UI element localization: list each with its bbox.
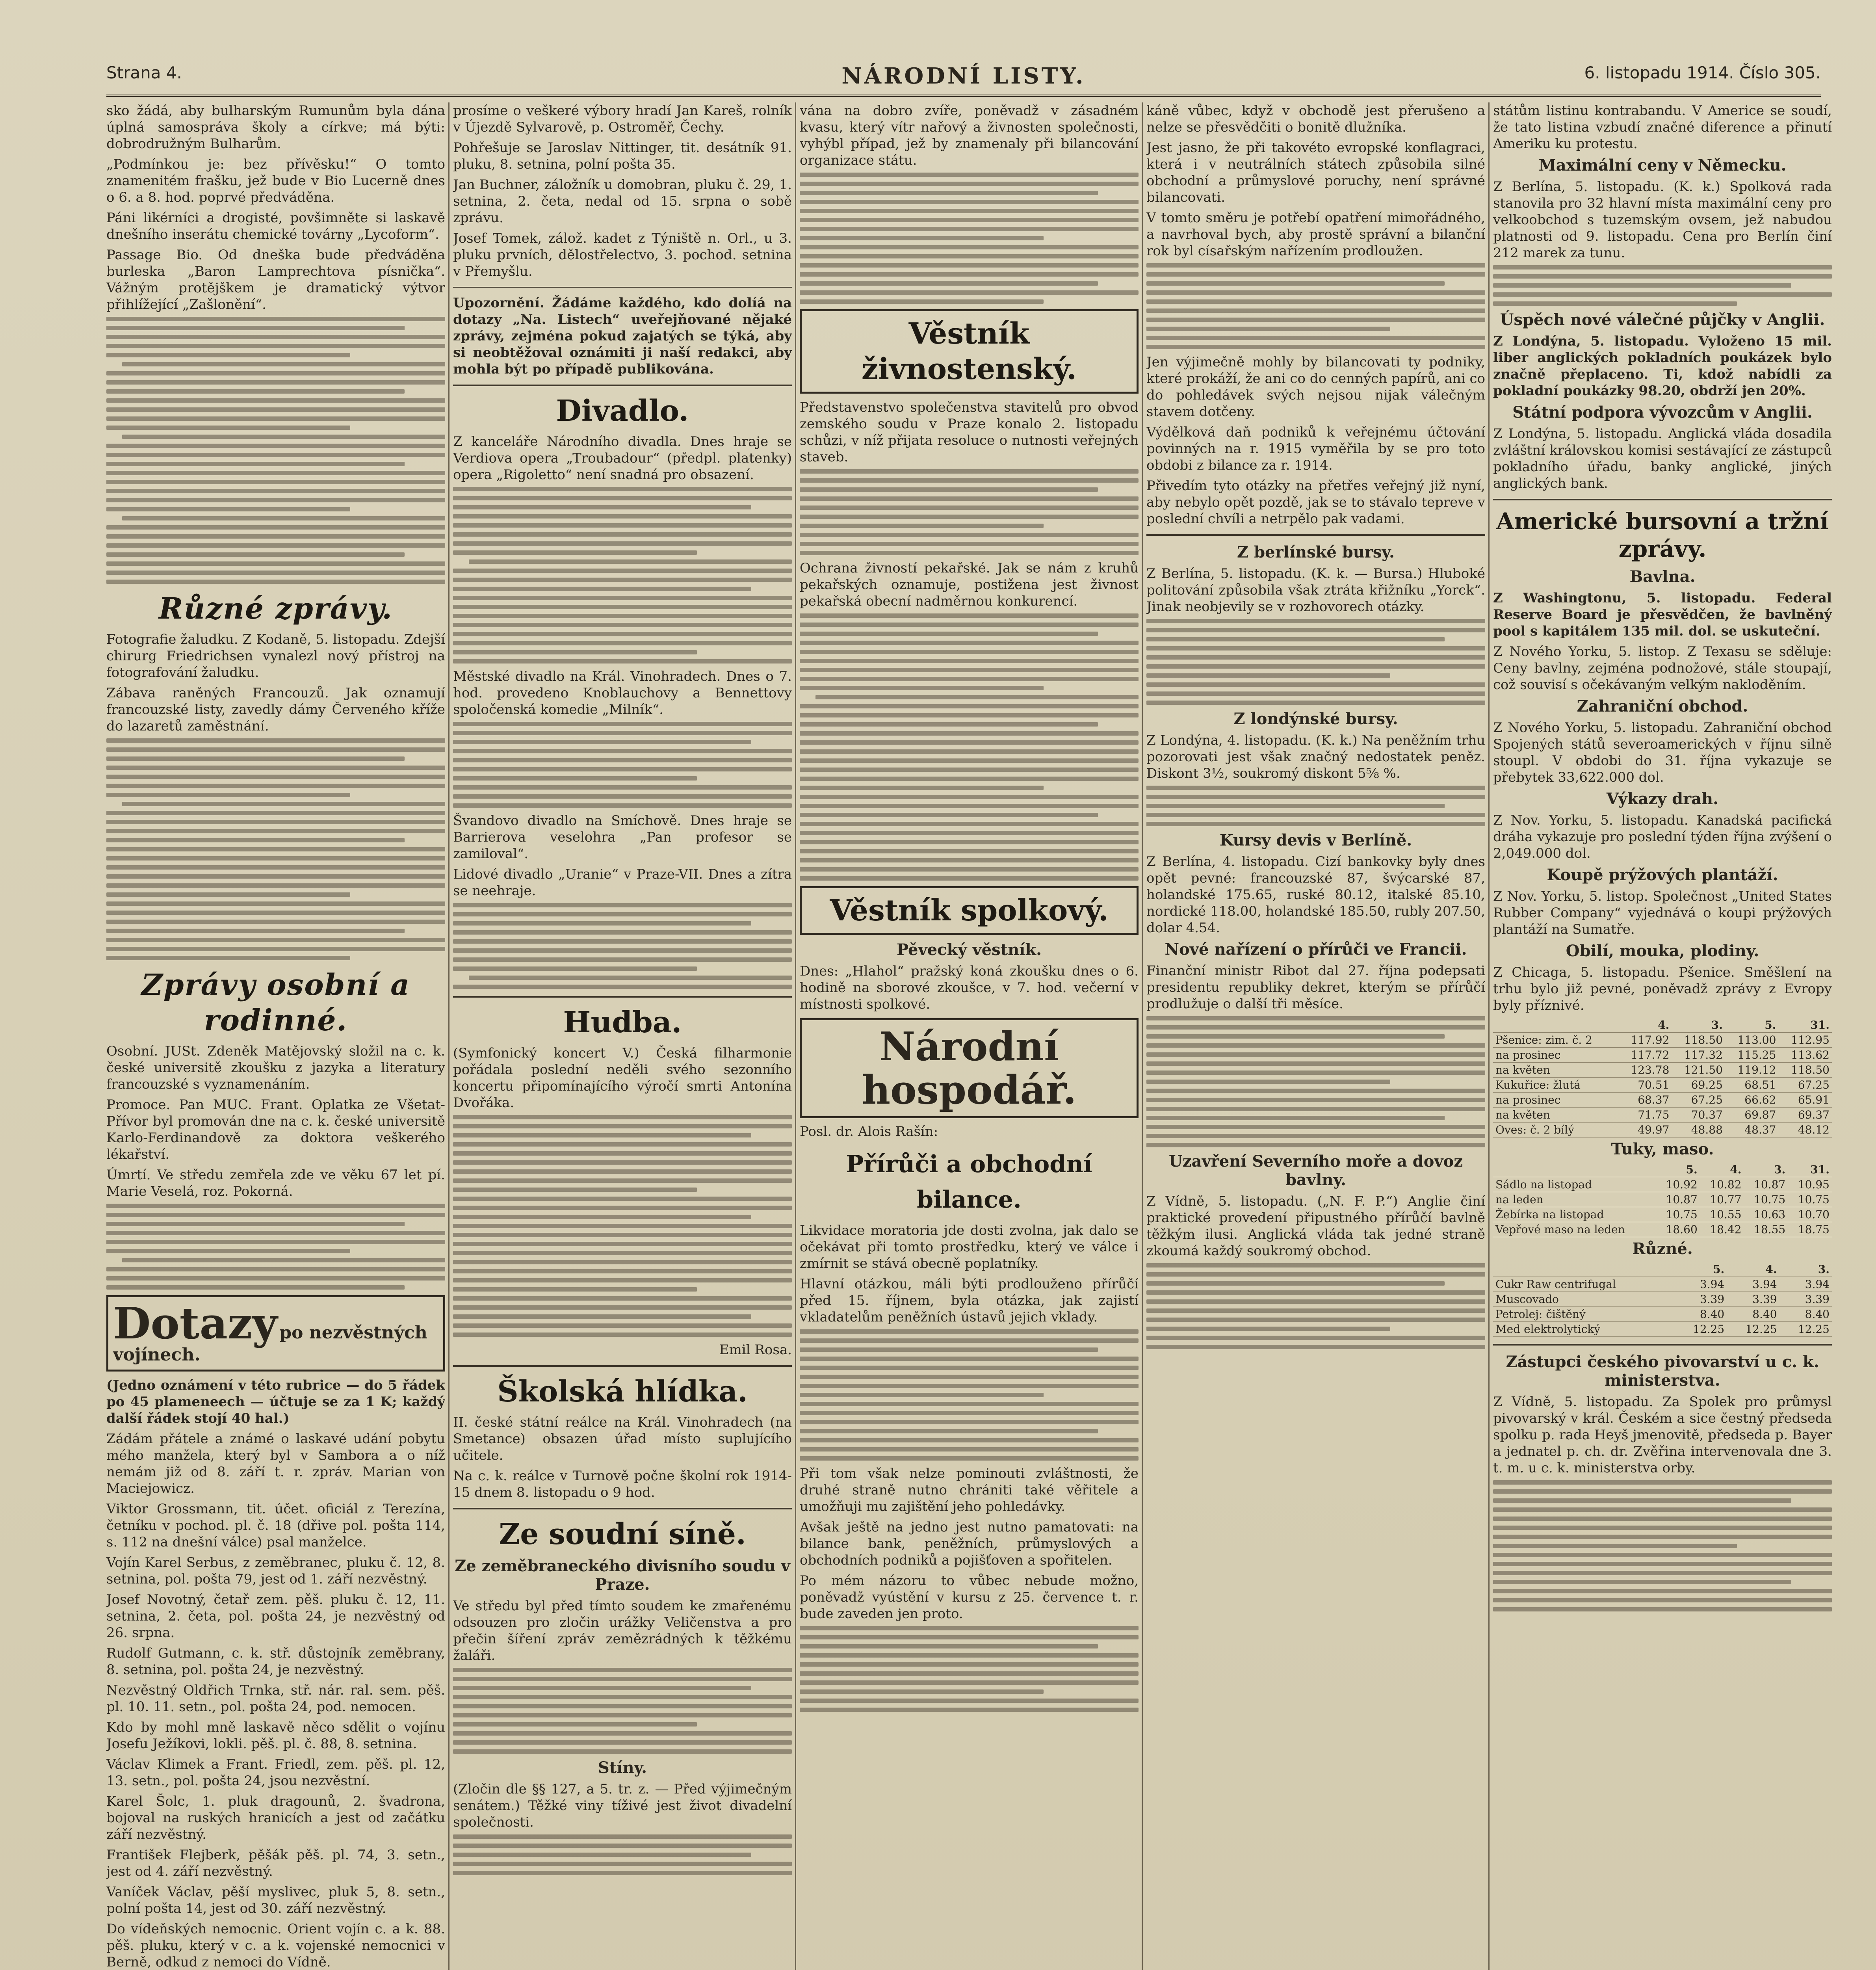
text-block bbox=[800, 173, 1139, 304]
table-cell: 113.62 bbox=[1778, 1048, 1832, 1063]
page-number: Strana 4. bbox=[106, 63, 182, 82]
section-heading-americke: Americké bursovní a tržní zprávy. bbox=[1496, 508, 1829, 562]
divider bbox=[1146, 534, 1485, 536]
dotaz-item: Do vídeňských nemocnic. Orient vojín c. a k. 88. pěš. pluku, který v c. a k. vojenské nemocnici v Berně, odkud z nemoci do Vídně. bbox=[106, 1921, 445, 1970]
table-cell: 67.25 bbox=[1778, 1078, 1832, 1093]
table-cell: 10.75 bbox=[1788, 1192, 1832, 1207]
text-block bbox=[1146, 263, 1485, 349]
table-cell: na leden bbox=[1493, 1192, 1656, 1207]
newspaper-title: NÁRODNÍ LISTY. bbox=[841, 63, 1086, 89]
table-cell: Žebírka na listopad bbox=[1493, 1207, 1656, 1222]
news-item: Z Berlína, 5. listopadu. (K. k.) Spolková rada stanovila pro 32 hlavní místa maximální ceny pro velkoobchod s tuzemským ovsem, jež nabudou platnosti od 9. listopadu. Cena pro Berlín činí 212 marek za tunu. bbox=[1493, 179, 1832, 261]
news-item: (Zločin dle §§ 127, a 5. tr. z. — Před výjimečným senátem.) Těžké viny tíživé jest život divadelní společnosti. bbox=[453, 1781, 792, 1830]
article-paragraph: Přivedím tyto otázky na přetřes veřejný již nyní, aby nebylo opět pozdě, jak se to stávalo tepreve v poslední chvíli a netrpělo pak vadami. bbox=[1146, 478, 1485, 527]
table-row bbox=[1493, 1048, 1832, 1063]
dotaz-item: Pohřešuje se Jaroslav Nittinger, tit. desátník 91. pluku, 8. setnina, polní pošta 35. bbox=[453, 140, 792, 172]
news-item: státům listinu kontrabandu. V Americe se soudí, že tato listina vzbudí značné diference a přinutí Ameriku ku protestu. bbox=[1493, 103, 1832, 152]
misc-price-table bbox=[1493, 1262, 1832, 1337]
news-item: Páni likérníci a drogisté, povšimněte si laskavě dnešního inserátu chemické továrny „Lycoform“. bbox=[106, 210, 445, 242]
table-header: 4. bbox=[1700, 1162, 1744, 1177]
table-cell: 112.95 bbox=[1778, 1033, 1832, 1048]
article-title: Přírůči a obchodní bilance. bbox=[846, 1150, 1092, 1214]
article-paragraph: káně vůbec, když v obchodě jest přerušeno a nelze se přesvědčiti o bonitě dlužníka. bbox=[1146, 103, 1485, 135]
news-item: Z Vídně, 5. listopadu. Za Spolek pro průmysl pivovarský v král. Českém a sice čestný předseda spolku p. rada Heyš jmenovitě, předseda p. Bayer a jednatel p. ch. dr. Zvěřina intervenovala dne 3. t. m. u c. k. ministerstva orby. bbox=[1493, 1394, 1832, 1476]
table-cell: na květen bbox=[1493, 1063, 1618, 1078]
text-block bbox=[453, 1115, 792, 1337]
table-cell: 70.37 bbox=[1672, 1108, 1725, 1123]
table-row bbox=[1493, 1277, 1832, 1292]
table-cell: 71.75 bbox=[1618, 1108, 1672, 1123]
section-subheading: Zástupci českého pivovarství u c. k. ministerstva. bbox=[1506, 1353, 1819, 1390]
table-cell: na květen bbox=[1493, 1108, 1618, 1123]
table-cell: 12.25 bbox=[1727, 1322, 1779, 1337]
table-row bbox=[1493, 1078, 1832, 1093]
news-item: Z Nového Yorku, 5. listopadu. Zahraniční obchod Spojených států severoamerických v říjnu silně stoupl. V obdobi do 31. října vykazuje se přebytek 33,622.000 dol. bbox=[1493, 720, 1832, 785]
author: Posl. dr. Alois Rašín: bbox=[800, 1124, 938, 1139]
news-item: Osobní. JUSt. Zdeněk Matějovský složil na c. k. české universitě zkoušku z jazyka a literatury francouzské s vyznamenáním. bbox=[106, 1043, 445, 1092]
column-rule bbox=[795, 102, 796, 1970]
divider bbox=[453, 385, 792, 386]
table-row bbox=[1493, 1307, 1832, 1322]
table-cell: 10.82 bbox=[1700, 1177, 1744, 1192]
news-item: Na c. k. reálce v Turnově počne školní rok 1914-15 dnem 8. listopadu o 9 hod. bbox=[453, 1468, 792, 1500]
column-rule bbox=[448, 102, 449, 1970]
dotaz-item: Vaníček Václav, pěší myslivec, pluk 5, 8. setn., polní pošta 14, jest od 30. září nezvěstný. bbox=[106, 1884, 445, 1916]
news-item: Z Londýna, 5. listopadu. Vyloženo 15 mil. liber anglických pokladních poukázek bylo značně přeplaceno. Ti, kdož nabídli za pokladní poukázky 98.20, obdrží jen 20%. bbox=[1493, 333, 1832, 399]
table-row bbox=[1493, 1207, 1832, 1222]
text-block bbox=[1493, 265, 1832, 306]
news-item: Ve středu byl před tímto soudem ke zmařenému odsouzen pro zločin urážky Veličenstva a pro přečin šíření zpráv zemězrádných k těžkému žaláři. bbox=[453, 1598, 792, 1663]
dotaz-item: Viktor Grossmann, tit. účet. oficiál z Terezína, četníku v pochod. pl. č. 18 (dřive pol. pošta 114, s. 112 na dnešní válce) psal manželce. bbox=[106, 1501, 445, 1550]
section-subheading: Ze zeměbraneckého divisního soudu v Praze. bbox=[455, 1557, 790, 1594]
news-item: Z kanceláře Národního divadla. Dnes hraje se Verdiova opera „Troubadour“ (předpl. platenky) opera „Rigoletto“ není snadná pro obsazení. bbox=[453, 434, 792, 483]
issue-date: 6. listopadu 1914. Číslo 305. bbox=[1584, 63, 1821, 82]
dotaz-item: Nezvěstný Oldřich Trnka, stř. nár. ral. sem. pěš. pl. 10. 11. setn., pol. pošta 24, pod. nemocen. bbox=[106, 1682, 445, 1715]
news-item: Městské divadlo na Král. Vinohradech. Dnes o 7. hod. provedeno Knoblauchovy a Bennettovy spoločenská komedie „Milník“. bbox=[453, 669, 792, 717]
section-subheading-stiny: Stíny. bbox=[598, 1758, 647, 1777]
masthead bbox=[106, 59, 1821, 97]
news-item: Finanční ministr Ribot dal 27. října podepsati presidentu republiky dekret, kterým se přírůčí prodlužuje o další tři měsíce. bbox=[1146, 963, 1485, 1012]
table-cell: Muscovado bbox=[1493, 1292, 1674, 1307]
text-block bbox=[106, 317, 445, 584]
section-subheading: Pěvecký věstník. bbox=[897, 940, 1042, 959]
table-cell: 18.55 bbox=[1744, 1222, 1788, 1237]
text-block bbox=[1146, 1263, 1485, 1349]
dotaz-item: Zádám přátele a známé o laskavé udání pobytu mého manžela, který byl v Sambora a o níž nemám již od 8. září t. r. zpráv. Marian von Maciejowicz. bbox=[106, 1431, 445, 1496]
news-item: Z Londýna, 5. listopadu. Anglická vláda dosadila zvláštní královskou komisi sestávající ze zástupců pokladního úřadu, banky anglické, jiných anglických bank. bbox=[1493, 426, 1832, 491]
column-4 bbox=[1146, 102, 1485, 1970]
vestnik-zivnostensky-box bbox=[800, 309, 1139, 394]
article-paragraph: Při tom však nelze pominouti zvláštnosti, že druhé straně nutno chrániti také věřitele a umožňuji mu zajištění jeho pohledávky. bbox=[800, 1466, 1139, 1515]
table-cell: 10.75 bbox=[1744, 1192, 1788, 1207]
table-header: 3. bbox=[1779, 1262, 1832, 1277]
table-header bbox=[1493, 1262, 1674, 1277]
table-row bbox=[1493, 1108, 1832, 1123]
table-cell: 117.32 bbox=[1672, 1048, 1725, 1063]
table-header bbox=[1493, 1018, 1618, 1033]
table-cell: 123.78 bbox=[1618, 1063, 1672, 1078]
divider bbox=[453, 1508, 792, 1509]
section-heading-osobni: Zprávy osobní a rodinné. bbox=[141, 968, 410, 1037]
column-1 bbox=[106, 102, 445, 1970]
table-cell: 10.92 bbox=[1656, 1177, 1700, 1192]
table-cell: na prosinec bbox=[1493, 1048, 1618, 1063]
section-subheading-uzavreni: Uzavření Severního moře a dovoz bavlny. bbox=[1168, 1152, 1463, 1189]
text-block bbox=[453, 903, 792, 989]
column-rule bbox=[1488, 102, 1490, 1970]
section-subheading: Úspěch nové válečné půjčky v Anglii. bbox=[1500, 310, 1825, 329]
section-subheading: Zahraniční obchod. bbox=[1577, 697, 1748, 716]
table-cell: Vepřové maso na leden bbox=[1493, 1222, 1656, 1237]
text-block bbox=[1146, 1016, 1485, 1147]
table-row bbox=[1493, 1322, 1832, 1337]
divider bbox=[1493, 1344, 1832, 1346]
text-block bbox=[453, 1834, 792, 1875]
section-subheading-berlin: Z berlínské bursy. bbox=[1237, 543, 1395, 561]
news-item: Z Nového Yorku, 5. listop. Z Texasu se sděluje: Ceny bavlny, zejména podnožové, stále stoupají, což souvisí s očekávaným velkým nakloděním. bbox=[1493, 644, 1832, 693]
section-heading-hudba: Hudba. bbox=[563, 1005, 682, 1039]
table-cell: Pšenice: zim. č. 2 bbox=[1493, 1033, 1618, 1048]
table-cell: 3.94 bbox=[1727, 1277, 1779, 1292]
dotaz-item: Jan Buchner, záložník u domobran, pluku č. 29, 1. setnina, 2. četa, nedal od 15. srpna o sobě zprávu. bbox=[453, 177, 792, 226]
table-cell: 69.37 bbox=[1778, 1108, 1832, 1123]
news-item: Ochrana živností pekařské. Jak se nám z kruhů pekařských oznamuje, postižena jest živnost pekařská obecní nadměrnou konkurencí. bbox=[800, 560, 1139, 609]
table-cell: 117.92 bbox=[1618, 1033, 1672, 1048]
table-cell: 118.50 bbox=[1778, 1063, 1832, 1078]
text-block bbox=[800, 613, 1139, 881]
table-cell: na prosinec bbox=[1493, 1093, 1618, 1108]
news-item: Passage Bio. Od dneška bude předváděna burleska „Baron Lamprechtova písnička“. Vážným protějškem je dramatický výtvor přihlížející „Zašlonění“. bbox=[106, 247, 445, 312]
table-row bbox=[1493, 1033, 1832, 1048]
section-subheading: Výkazy drah. bbox=[1606, 790, 1719, 808]
text-block bbox=[1493, 1480, 1832, 1611]
news-item: Z Washingtonu, 5. listopadu. Federal Reserve Board je přesvědčen, že bavlněný pool s kapitálem 135 mil. dol. se uskuteční. bbox=[1493, 590, 1832, 639]
table-cell: Cukr Raw centrifugal bbox=[1493, 1277, 1674, 1292]
table-cell: 49.97 bbox=[1618, 1123, 1672, 1137]
section-heading-skolska: Školská hlídka. bbox=[497, 1375, 748, 1409]
section-subheading-kursy: Kursy devis v Berlíně. bbox=[1219, 831, 1412, 849]
divider bbox=[453, 996, 792, 998]
table-cell: 118.50 bbox=[1672, 1033, 1725, 1048]
article-paragraph: Jest jasno, že při takovéto evropské konflagraci, která i v neutrálních státech způsobila silné obchodní a průmyslové poruchy, není správné bilancovati. bbox=[1146, 140, 1485, 205]
text-block bbox=[453, 487, 792, 663]
table-header bbox=[1493, 1162, 1656, 1177]
news-item: Úmrtí. Ve středu zemřela zde ve věku 67 let pí. Marie Veselá, roz. Pokorná. bbox=[106, 1167, 445, 1199]
article-paragraph: Hlavní otázkou, máli býti prodlouženo přírůčí před 15. říjnem, byla otázka, jak zajistí vkladatelům peněžních ústavů jejich vklady. bbox=[800, 1276, 1139, 1325]
text-block bbox=[453, 722, 792, 808]
section-subheading-london: Z londýnské bursy. bbox=[1233, 710, 1398, 728]
text-block bbox=[800, 1626, 1139, 1712]
dotazy-title: Dotazy bbox=[113, 1298, 278, 1349]
lead-paragraph: sko žádá, aby bulharským Rumunům byla dána úplná samospráva školy a církve; má býti: dobrodružným Bulharům. bbox=[106, 103, 445, 152]
table-cell: Med elektrolytický bbox=[1493, 1322, 1674, 1337]
table-cell: 10.95 bbox=[1788, 1177, 1832, 1192]
table-cell: 3.39 bbox=[1674, 1292, 1727, 1307]
news-item: II. české státní reálce na Král. Vinohradech (na Smetance) obsazen úřad místo suplujícího učitele. bbox=[453, 1414, 792, 1463]
dotaz-item: Kdo by mohl mně laskavě něco sdělit o vojínu Josefu Ježíkovi, lokli. pěš. pl. č. 88, 8. setnina. bbox=[106, 1719, 445, 1752]
section-subheading: Státní podpora vývozcům v Anglii. bbox=[1512, 403, 1813, 422]
table-cell: 10.77 bbox=[1700, 1192, 1744, 1207]
table-cell: Sádlo na listopad bbox=[1493, 1177, 1656, 1192]
table-cell: 10.87 bbox=[1744, 1177, 1788, 1192]
table-cell: Petrolej: čištěný bbox=[1493, 1307, 1674, 1322]
table-row bbox=[1493, 1192, 1832, 1207]
divider bbox=[453, 287, 792, 288]
table-cell: 12.25 bbox=[1674, 1322, 1727, 1337]
news-item: Švandovo divadlo na Smíchově. Dnes hraje se Barrierova veselohra „Pan profesor se zamiloval“. bbox=[453, 813, 792, 862]
table-cell: 18.60 bbox=[1656, 1222, 1700, 1237]
table-cell: 10.70 bbox=[1788, 1207, 1832, 1222]
table-header: 4. bbox=[1727, 1262, 1779, 1277]
table-row bbox=[1493, 1222, 1832, 1237]
table-cell: 10.63 bbox=[1744, 1207, 1788, 1222]
table-cell: 8.40 bbox=[1674, 1307, 1727, 1322]
table-cell: 8.40 bbox=[1779, 1307, 1832, 1322]
vestnik-spolkovy-box bbox=[800, 886, 1139, 935]
news-item: Dnes: „Hlahol“ pražský koná zkoušku dnes o 6. hodině na sborové zkoušce, v 7. hod. večerní v místnosti spolkové. bbox=[800, 963, 1139, 1012]
table-cell: 48.12 bbox=[1778, 1123, 1832, 1137]
table-header: 3. bbox=[1672, 1018, 1725, 1033]
table-cell: 8.40 bbox=[1727, 1307, 1779, 1322]
table-cell: 69.87 bbox=[1725, 1108, 1779, 1123]
dotaz-item: Josef Novotný, četař zem. pěš. pluku č. 12, 11. setnina, 2. četa, pol. pošta 24, je nezvěstný od 26. srpna. bbox=[106, 1592, 445, 1641]
table-cell: 10.55 bbox=[1700, 1207, 1744, 1222]
notice: Upozornění. Žádáme každého, kdo dolíá na dotazy „Na. Listech“ uveřejňované nějaké zprávy, zejména pokud zajatých se týká, aby si neobtěžoval oznámiti ji naší redakci, aby mohla být po případě publikována. bbox=[453, 295, 792, 377]
table-cell: 10.87 bbox=[1656, 1192, 1700, 1207]
table-cell: 48.88 bbox=[1672, 1123, 1725, 1137]
table-cell: 121.50 bbox=[1672, 1063, 1725, 1078]
table-cell: Kukuřice: žlutá bbox=[1493, 1078, 1618, 1093]
table-row bbox=[1493, 1123, 1832, 1137]
dotaz-item: Josef Tomek, zálož. kadet z Týniště n. Orl., u 3. pluku prvních, dělostřelectvo, 3. pochod. setnina v Přemyšlu. bbox=[453, 230, 792, 279]
table-header: 31. bbox=[1778, 1018, 1832, 1033]
table-header: 5. bbox=[1725, 1018, 1779, 1033]
dotaz-item: Rudolf Gutmann, c. k. stř. důstojník zeměbrany, 8. setnina, pol. pošta 24, je nezvěstný. bbox=[106, 1645, 445, 1678]
table-cell: 70.51 bbox=[1618, 1078, 1672, 1093]
news-item: Z Nov. Yorku, 5. listopadu. Kanadská pacifická dráha vykazuje pro poslední týden října zvýšení o 2,049.000 dol. bbox=[1493, 812, 1832, 861]
fats-price-table bbox=[1493, 1162, 1832, 1237]
article-paragraph: Výdělková daň podniků k veřejnému účtování povinných na r. 1915 vyměřila by se pro toto obdobi z bilance za r. 1914. bbox=[1146, 424, 1485, 473]
news-item: Z Vídně, 5. listopadu. („N. F. P.“) Anglie činí praktické provedení připustného přírůčí bavlně těžkým ilusi. Anglická vláda tak jedné straně zkoumá každý soukromý obchod. bbox=[1146, 1193, 1485, 1259]
text-block bbox=[800, 469, 1139, 555]
article-paragraph: V tomto směru je potřebí opatření mimořádného, a navrhoval bych, aby prostě správní a bilanční rok byl císařským nařízením prodloužen. bbox=[1146, 210, 1485, 259]
table-header: 31. bbox=[1788, 1162, 1832, 1177]
section-subheading-francie: Nové nařízení o přírůči ve Francii. bbox=[1165, 940, 1467, 959]
table-cell: 12.25 bbox=[1779, 1322, 1832, 1337]
text-block bbox=[1146, 619, 1485, 705]
section-heading-spolkovy: Věstník spolkový. bbox=[830, 894, 1109, 927]
grain-price-table bbox=[1493, 1018, 1832, 1137]
news-item: Zábava raněných Francouzů. Jak oznamují francouzské listy, zavedly dámy Červeného kříže do lazaretů zaměstnání. bbox=[106, 685, 445, 734]
news-item: Fotografie žaludku. Z Kodaně, 5. listopadu. Zdejší chirurg Friedrichsen vynalezl nový přístroj na fotografování žaludku. bbox=[106, 632, 445, 680]
column-3 bbox=[800, 102, 1139, 1970]
section-subheading: Různé. bbox=[1632, 1240, 1693, 1258]
table-cell: 48.37 bbox=[1725, 1123, 1779, 1137]
dotaz-item: Karel Šolc, 1. pluk dragounů, 2. švadrona, bojoval na ruských hranicích a jest od začátku září nezvěstný. bbox=[106, 1793, 445, 1842]
dotazy-box bbox=[106, 1295, 445, 1372]
news-item: Z Nov. Yorku, 5. listop. Společnost „United States Rubber Company“ vyjednává o koupi prýžových plantáží na Sumatře. bbox=[1493, 888, 1832, 937]
section-subheading: Maximální ceny v Německu. bbox=[1538, 156, 1787, 175]
dotaz-item: Vojín Karel Serbus, z zeměbranec, pluku č. 12, 8. setnina, pol. pošta 79, jest od 1. září nezvěstný. bbox=[106, 1555, 445, 1587]
table-cell: 10.75 bbox=[1656, 1207, 1700, 1222]
text-block bbox=[106, 738, 445, 960]
article-paragraph: Po mém názoru to vůbec nebude možno, poněvadž vyústění v kursu z 25. července t. r. bude zaveden jen proto. bbox=[800, 1573, 1139, 1622]
table-header: 3. bbox=[1744, 1162, 1788, 1177]
news-item: „Podmínkou je: bez přívěsku!“ O tomto znamenitém frašku, jež bude v Bio Lucerně dnes o 6. a 8. hod. poprvé předváděna. bbox=[106, 156, 445, 205]
table-cell: 67.25 bbox=[1672, 1093, 1725, 1108]
section-heading-hospodar: Národní hospodář. bbox=[862, 1023, 1077, 1113]
divider bbox=[1493, 499, 1832, 500]
table-cell: 3.94 bbox=[1779, 1277, 1832, 1292]
table-row bbox=[1493, 1177, 1832, 1192]
table-cell: 18.42 bbox=[1700, 1222, 1744, 1237]
article-paragraph: Jen výjimečně mohly by bilancovati ty podniky, které prokáží, že ani co do cenných papírů, ani co do pohledávek svých nejsou nijak válečným stavem dotčeny. bbox=[1146, 354, 1485, 420]
section-heading-divadlo: Divadlo. bbox=[556, 394, 689, 428]
section-heading-soudni: Ze soudní síně. bbox=[499, 1517, 746, 1551]
dotaz-item: Václav Klimek a Frant. Friedl, zem. pěš. pl. 12, 13. setn., pol. pošta 24, jsou nezvěstní. bbox=[106, 1756, 445, 1789]
byline: Emil Rosa. bbox=[719, 1342, 792, 1358]
article-paragraph: Avšak ještě na jedno jest nutno pamatovati: na bilance bank, peněžních, průmyslových a obchodních podniků a pojišťoven a spořitelen. bbox=[800, 1519, 1139, 1568]
table-cell: 69.25 bbox=[1672, 1078, 1725, 1093]
table-cell: 113.00 bbox=[1725, 1033, 1779, 1048]
table-row bbox=[1493, 1093, 1832, 1108]
table-row bbox=[1493, 1292, 1832, 1307]
table-cell: 3.39 bbox=[1779, 1292, 1832, 1307]
table-cell: 3.94 bbox=[1674, 1277, 1727, 1292]
news-item: Promoce. Pan MUC. Frant. Oplatka ze Všetat-Přívor byl promován dne na c. k. české universitě Karlo-Ferdinandově za doktora veškerého lékařství. bbox=[106, 1097, 445, 1162]
text-block bbox=[106, 1204, 445, 1290]
section-heading-vestnik: Věstník živnostenský. bbox=[861, 317, 1077, 386]
table-cell: Oves: č. 2 bílý bbox=[1493, 1123, 1618, 1137]
table-cell: 68.51 bbox=[1725, 1078, 1779, 1093]
table-cell: 3.39 bbox=[1727, 1292, 1779, 1307]
news-item: Z Londýna, 4. listopadu. (K. k.) Na peněžním trhu pozorovati jest však značný nedostatek peněz. Diskont 3½, soukromý diskont 5⅝ %. bbox=[1146, 732, 1485, 781]
table-cell: 68.37 bbox=[1618, 1093, 1672, 1108]
dotazy-note: (Jedno oznámení v této rubrice — do 5 řádek po 45 plameneech — účtuje se za 1 K; každý další řádek stojí 40 hal.) bbox=[106, 1377, 445, 1426]
news-item: Představenstvo společenstva stavitelů pro obvod zemského soudu v Praze konalo 2. listopadu schůzi, v níž přijata resoluce o nutnosti veřejných staveb. bbox=[800, 400, 1139, 465]
news-item: Z Berlína, 5. listopadu. (K. k. — Bursa.) Hluboké politování způsobila však ztráta křižníku „Yorck“. Jinak neobjevily se v rozhovorech otázky. bbox=[1146, 566, 1485, 615]
news-item: Lidové divadlo „Uranie“ v Praze-VII. Dnes a zítra se neehraje. bbox=[453, 866, 792, 899]
section-subheading: Tuky, maso. bbox=[1611, 1140, 1714, 1158]
text-block bbox=[1146, 786, 1485, 826]
column-2 bbox=[453, 102, 792, 1970]
dotazy-subtitle: po nezvěstných vojínech. bbox=[113, 1323, 427, 1365]
section-subheading: Koupě prýžových plantáží. bbox=[1547, 866, 1778, 884]
news-item: vána na dobro zvíře, poněvadž v zásadném kvasu, který vítr nařový a živnosten společnosti, vyhýbl případ, jež by znamenaly při bilancování organizace státu. bbox=[800, 103, 1139, 168]
column-rule bbox=[1142, 102, 1143, 1970]
table-row bbox=[1493, 1063, 1832, 1078]
article-paragraph: Likvidace moratoria jde dosti zvolna, jak dalo se očekávat při tomto prostředku, který ve válce i zmírnit se stává obecně poplatníky. bbox=[800, 1223, 1139, 1271]
column-5 bbox=[1493, 102, 1832, 1970]
dotaz-item: prosíme o veškeré výbory hradí Jan Kareš, rolník v Újezdě Sylvarově, p. Ostroměř, Čechy. bbox=[453, 103, 792, 135]
text-block bbox=[453, 1668, 792, 1754]
table-cell: 117.72 bbox=[1618, 1048, 1672, 1063]
table-cell: 119.12 bbox=[1725, 1063, 1779, 1078]
table-cell: 65.91 bbox=[1778, 1093, 1832, 1108]
section-heading-ruzne: Různé zprávy. bbox=[159, 592, 393, 626]
table-cell: 18.75 bbox=[1788, 1222, 1832, 1237]
news-item: Z Berlína, 4. listopadu. Cizí bankovky byly dnes opět pevné: francouzské 87, švýcarské 87, holandské 175.65, ruské 80.12, italské 85.10, nordické 118.00, holandské 185.50, rubly 207.50, dolar 4.54. bbox=[1146, 854, 1485, 936]
section-subheading: Bavlna. bbox=[1629, 567, 1696, 586]
divider bbox=[453, 1365, 792, 1367]
section-subheading: Obilí, mouka, plodiny. bbox=[1566, 942, 1759, 960]
table-header: 4. bbox=[1618, 1018, 1672, 1033]
table-header: 5. bbox=[1674, 1262, 1727, 1277]
text-block bbox=[800, 1329, 1139, 1461]
table-cell: 115.25 bbox=[1725, 1048, 1779, 1063]
dotaz-item: František Flejberk, pěšák pěš. pl. 74, 3. setn., jest od 4. září nezvěstný. bbox=[106, 1847, 445, 1879]
table-cell: 66.62 bbox=[1725, 1093, 1779, 1108]
narodni-hospodar-box bbox=[800, 1018, 1139, 1118]
table-header: 5. bbox=[1656, 1162, 1700, 1177]
news-item: (Symfonický koncert V.) Česká filharmonie pořádala poslední neděli svého sezonního koncertu připomínajícího výročí smrti Antonína Dvořáka. bbox=[453, 1045, 792, 1111]
news-item: Z Chicaga, 5. listopadu. Pšenice. Směšlení na trhu bylo již pevné, poněvadž zprávy z Evropy byly příznivé. bbox=[1493, 965, 1832, 1013]
